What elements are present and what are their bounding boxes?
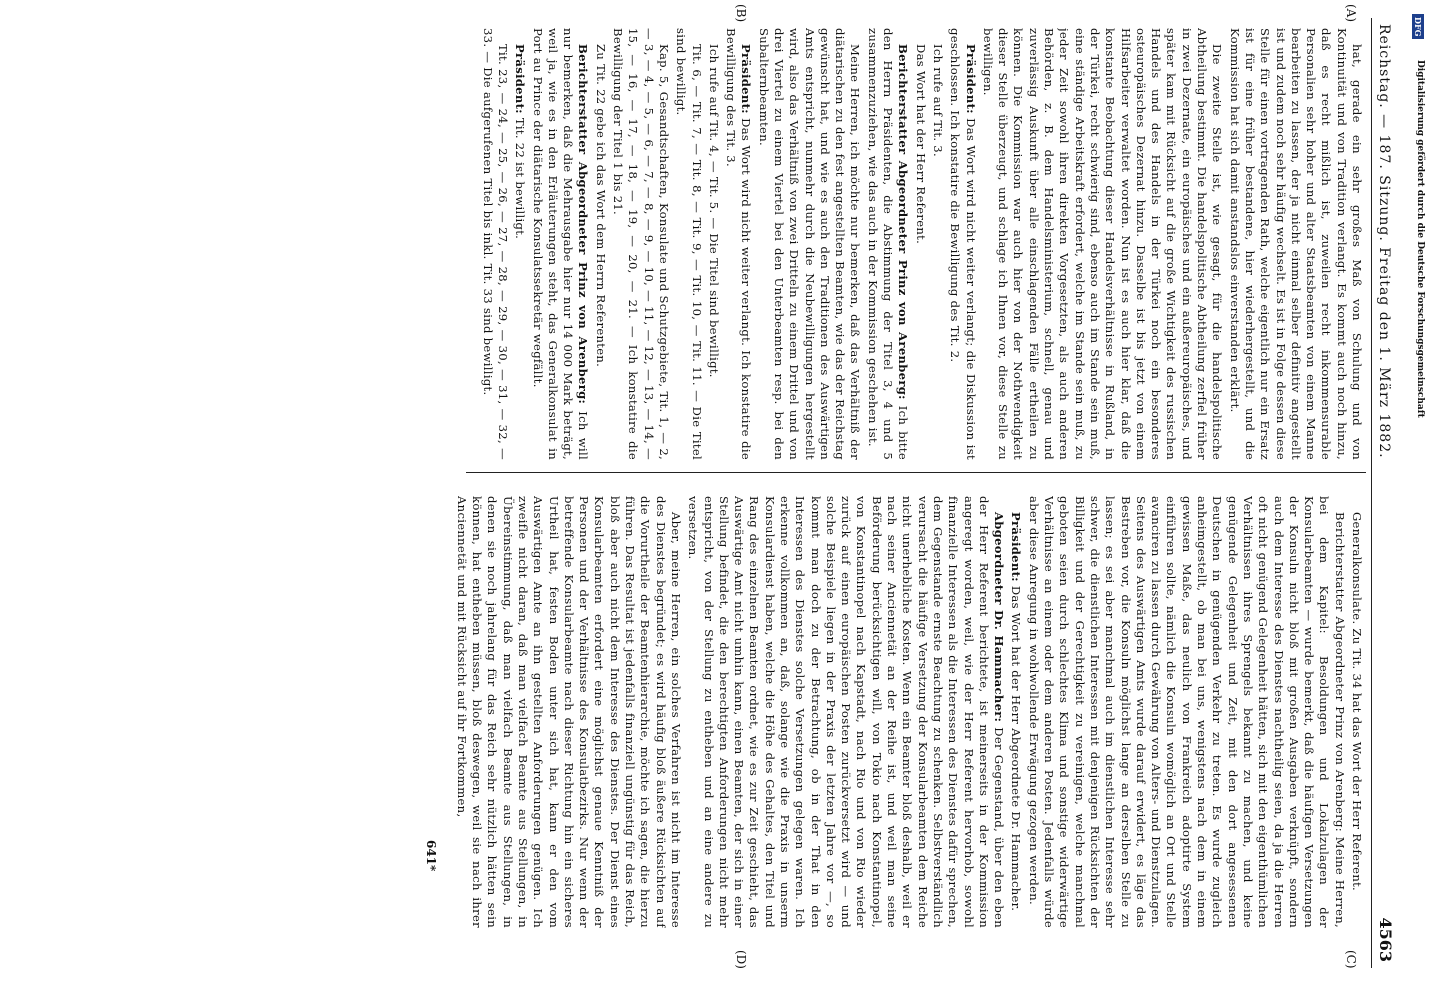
paragraph-text: Tit. 6, — Tit. 7, — Tit. 8, — Tit. 9, — Tit. 10, — Tit. 11. — Die Titel sind bewilligt.: [674, 28, 704, 460]
paragraph-text: Das Wort wird nicht weiter verlangt; die Diskussion ist geschlossen. Ich konstatire die Bewilligung des Tit. 2.: [948, 28, 978, 460]
paragraph: [706, 28, 721, 460]
paragraph-text: Die zweite Stelle ist, wie gesagt, für die handelspolitische Abtheilung bestimmt. Die handelspolitische Abtheilung zerfiel früher in zwei Dezernate, ein europäisches und ein außereuropäisches, und später kam mit Rücksicht auf die große Wichtigkeit des russischen Handels und des Handels in der Türkei noch ein besonderes osteuropäisches Dezernat hinzu. Dasselbe ist bis jetzt von einem Hilfsarbeiter verwaltet worden. Nun ist es auch hier klar, daß die konstante Beobachtung dieser Handelsverhältnisse in Rußland, in der Türkei, recht schwierig sind, ebenso auch im Stande sein muß, eine ständige Arbeitskraft erfordert, welche im Stande sein muß, zu jeder Zeit sowohl ihren direkten Vorgesetzten, als auch anderen Behörden, z. B. dem Handelsministerium, schnell, genau und zuverlässig Auskunft über alle einschlagenden Fälle ertheilen zu können. Die Kommission war auch hier von der Nothwendigkeit dieser Stelle überzeugt, und schlage ich Ihnen vor, diese Stelle zu bewilligen.: [980, 28, 1225, 460]
paragraph: [479, 28, 510, 460]
text-column-left: [404, 28, 1364, 460]
paragraph: [453, 496, 682, 928]
paragraph: [912, 28, 927, 460]
page-header: [1371, 18, 1402, 968]
paragraph-text: Ich bitte den Herrn Präsidenten, die Abstimmung der Titel 3, 4 und 5 zusammenzuziehen, wie das auch in der Kommission geschehen ist.: [865, 28, 911, 460]
paragraph: [512, 28, 527, 460]
speaker-name: Abgeordneter Dr. Hammacher:: [992, 512, 1007, 723]
paragraph-text: Kap. 5, Gesandtschaften, Konsulate und Schutzgebiete, Tit. 1, — 2, — 3, — 4, — 5, — 6, — 7, — 8, — 9, — 10, — 11, — 12, — 13, — 14, — 15, — 16, — 17, — 18, — 19, — 20, — 21. — Ich konstatire die Bewilligung der Titel 1 bis 21.: [611, 28, 671, 460]
dfg-logo: DFG: [1412, 14, 1424, 39]
paragraph: [947, 28, 978, 460]
speaker-name: Berichterstatter Abgeordneter Prinz von Arenberg:: [896, 44, 911, 400]
paragraph-text: Ich rufe auf Tit. 3.: [930, 44, 945, 157]
paragraph: [723, 28, 754, 460]
paragraph: [610, 28, 671, 460]
speaker-name: Präsident:: [963, 44, 978, 114]
paragraph: [592, 28, 607, 460]
speaker-name: Präsident:: [513, 44, 528, 114]
paragraph-text: Das Wort hat der Herr Referent.: [913, 44, 928, 245]
paragraph: [1349, 496, 1364, 928]
header-title: Reichstag. — 187. Sitzung. Freitag den 1. März 1882.: [1376, 24, 1392, 459]
paragraph: [673, 28, 704, 460]
paragraph-text: Ich will nur bemerken, daß die Mehrausgabe hier nur 14 000 Mark beträgt, weil ja, wie es in den Erläuterungen steht, das Generalkonsulat in Port au Prince der diätarische Konsulatssekretär wegfällt.: [530, 28, 591, 460]
margin-mark-b: (B): [734, 4, 748, 23]
paragraph-text: Tit. 22 ist bewilligt.: [513, 117, 528, 240]
paragraph: [685, 496, 1006, 928]
paragraph-text: Der Gegenstand, über den eben der Herr Referent berichtete, ist meinerseits in der Kommission angeregt worden, weil, wie der Herr Referent hervorhob, sowohl finanzielle Interessen als die Interessen des Dienstes dafür sprechen, dem Gegenstande ernste Beachtung zu schenken. Selbstverständlich verursacht die häufige Versetzung der Konsularbeamten dem Reiche nicht unerhebliche Kosten. Wenn ein Beamter bloß deshalb, weil er nach seiner Anciennetät an der Reihe ist, und weil man seine Beförderung berücksichtigen will, von Tokio nach Konstantinopel, von Konstantinopel nach Kapstadt, nach Rio und von Rio wieder zurück auf einen europäischen Posten zurückversetzt wird — und solche Beispiele liegen in der Praxis der letzten Jahre vor —, so kommt man doch zu der Betrachtung, ob in der That in den Interessen des Dienstes solche Versetzungen gelegen waren. Ich erkenne vollkommen an, daß, solange wie die Praxis in unserm Konsulardienst haben, welche die Höhe des Gehaltes, den Titel und Rang des einzelnen Beamten ordnet, wie es zur Zeit geschieht, das Auswärtige Amt nicht umhin kann, einen Beamten, der sich in einer Stellung befindet, die den berechtigten Anforderungen nicht mehr entspricht, von der Stellung zu entheben und an eine andere zu versetzen.: [686, 496, 1007, 928]
speaker-name: Berichterstatter Abgeordneter Prinz von Arenberg:: [576, 44, 591, 405]
paragraph-text: Berichterstatter Abgeordneter Prinz von Arenberg: Meine Herren, bei dem Kapitel: Besoldungen und Lokalzulagen der Konsularbeamten — wurde bemerkt, daß die häufigen Versetzungen der Konsuln nicht bloß mit großen Ausgaben verknüpft, sondern auch dem Interesse des Dienstes nachtheilig seien, da ja die Herren oft nicht genügend Gelegenheit hätten, sich mit den eigenthümlichen Verhältnissen ihres Sprengels bekannt zu machen, und keine genügende Gelegenheit und Zeit, mit den dort angesessenen Deutschen in genügenden Verkehr zu treten. Es wurde zugleich anheimgestellt, ob man bei uns, wenigstens nach dem in einem gewissen Maße, das neulich von Frankreich adoptirte System einführen sollte, nämlich die Konsuln womöglich an Ort und Stelle avanciren zu lassen durch Gewährung von Alters- und Dienstzulagen. Seitens des Auswärtigen Amts wurde darauf erwidert, es läge das Bestreben vor, die Konsuln möglichst lange an derselben Stelle zu lassen; es sei aber manchmal auch im dienstlichen Interesse sehr schwer, die dienstlichen Interessen mit denjenigen Rücksichten der Billigkeit und der Gerechtigkeit zu vereinigen, welche manchmal geboten seien durch schlechtes Klima und sonstige widerwärtige Verhältnisse an einem oder dem anderen Posten. Jedenfalls würde aber diese Anregung in wohlwollende Erwägung gezogen werden.: [1026, 496, 1347, 928]
paragraph-text: Meine Herren, ich möchte nur bemerken, daß das Verhältniß der diätarischen zu den fest angestellten Beamten, wie das der Reichstag gewünscht hat, und wie es auch den Traditionen des Auswärtigen Amts entspricht, nunmehr durch die Neubewilligungen hergestellt wird, also das Verhältniß von zwei Dritteln zu einem Drittel und von drei Viertel zu einem Viertel bei den Unterbeamten resp. bei den Subalternbeamten.: [756, 28, 863, 460]
paragraph: [865, 28, 911, 460]
paragraph-text: Generalkonsulate. Zu Tit. 34 hat das Wort der Herr Referent.: [1350, 512, 1364, 892]
paragraph-text: Aber, meine Herren, ein solches Verfahren ist nicht im Interesse des Dienstes begründet; es wird häufig bloß äußere Rücksichten auf die Vorurtheile der Beamtenhierarchie, möchte ich sagen, die hierzu führen. Das Resultat ist jedenfalls finanziell ungünstig für das Reich, bloß aber auch nicht dem Interesse des Dienstes. Der Dienst eines Konsularbeamten erfordert eine möglichst genaue Kenntniß der Personen und der Verhältnisse des Konsulatbezirks. Nur wenn der betreffende Konsularbeamte nach dieser Richtung hin ein sicheres Urtheil hat, festen Boden unter sich hat, kann er den vom Auswärtigen Amte an ihn gestellten Anforderungen genügen. Ich zweifle nicht daran, daß man vielfach Beamte aus Stellungen, in Übereinstimmung, daß man vielfach Beamte aus Stellungen, in denen sie noch jahrelang für das Reich sehr nützlich hätten sein können, hat entheben müssen, bloß deswegen, weil sie nach ihrer Anciennetät und mit Rücksicht auf ihr Fortkommen,: [454, 496, 683, 928]
paragraph-text: Das Wort wird nicht weiter verlangt. Ich konstatire die Bewilligung des Tit. 3.: [724, 28, 754, 460]
paragraph-text: Das Wort hat der Herr Abgeordnete Dr. Hammacher.: [1009, 585, 1024, 912]
rotated-page-content: [86, 0, 1416, 1000]
paragraph-text: Tit. 23, — 24, — 25, — 26, — 27, — 28, — 29, — 30, — 31, — 32, — 33. — Die aufgerufenen Titel bis inkl. Tit. 33 sind bewilligt.: [480, 28, 510, 460]
paragraph: [529, 28, 590, 460]
paragraph-text: hat, gerade ein sehr großes Maß von Schulung und von Kontinuität und von Tradition verlangt. Es kommt auch noch hinzu, daß es recht mißlich ist, zuweilen recht inkommensurable Personalien sehr hoher und alter Staatsbeamten von einem Manne bearbeiten zu lassen, der ja nicht einmal selber definitiv angestellt ist und zudem noch sehr häufig wechselt. Es ist in Folge dessen diese Stelle für einen vortragenden Rath, welche eigentlich nur ein Ersatz ist für eine früher bestandene, hier wiederhergestellt, und die Kommission hat sich damit anstandslos einverstanden erklärt.: [1227, 28, 1364, 460]
margin-mark-a: (A): [1344, 4, 1358, 23]
paragraph: [755, 28, 862, 460]
speaker-name: Präsident:: [739, 44, 754, 114]
paragraph: [930, 28, 945, 460]
text-column-right: [404, 496, 1364, 928]
page-number: 4563: [1376, 917, 1395, 962]
margin-mark-c: (C): [1344, 950, 1358, 969]
speaker-name: Präsident:: [1009, 512, 1024, 582]
signature-mark: 641*: [424, 840, 438, 872]
paragraph: [1008, 496, 1023, 928]
paragraph: [1025, 496, 1346, 928]
margin-mark-d: (D): [734, 950, 748, 969]
digitization-credit: Digitalisierung gefördert durch die Deutsche Forschungsgemeinschaft: [1415, 60, 1425, 418]
paragraph-text: Ich rufe auf Tit. 4, — Tit. 5. — Die Titel sind bewilligt.: [706, 44, 721, 378]
paragraph: [1226, 28, 1364, 460]
paragraph-text: Zu Tit. 22 gebe ich das Wort dem Herrn Referenten.: [593, 44, 608, 368]
column-divider: [466, 472, 1366, 473]
paragraph: [980, 28, 1225, 460]
